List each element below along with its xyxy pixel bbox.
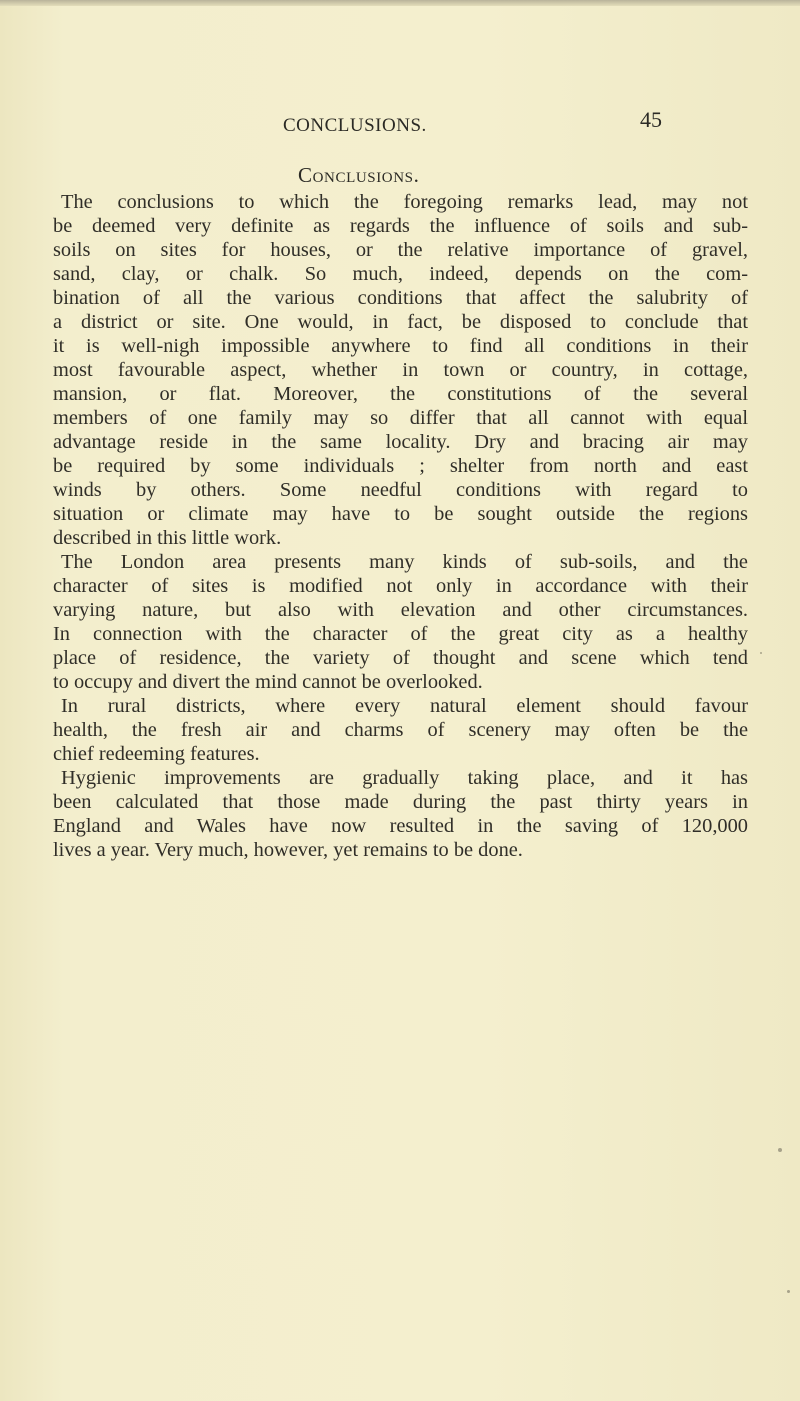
paragraph-1 [53, 190, 748, 550]
text-line: winds by others. Some needful conditions with regard to [53, 479, 748, 501]
text-line: character of sites is modified not only in accordance with their [53, 575, 748, 597]
text-line: sand, clay, or chalk. So much, indeed, depends on the com- [53, 263, 748, 285]
text-line: Hygienic improvements are gradually taking place, and it has [61, 767, 748, 789]
text-line: members of one family may so differ that all cannot with equal [53, 407, 748, 429]
text-line: to occupy and divert the mind cannot be overlooked. [53, 671, 483, 693]
body-text [53, 190, 748, 862]
text-line: In connection with the character of the great city as a healthy [53, 623, 748, 645]
text-line: The London area presents many kinds of sub-soils, and the [61, 551, 748, 573]
text-line: soils on sites for houses, or the relative importance of gravel, [53, 239, 748, 261]
text-line: situation or climate may have to be sought outside the regions [53, 503, 748, 525]
text-line: mansion, or flat. Moreover, the constitutions of the several [53, 383, 748, 405]
section-title: Conclusions. [298, 163, 420, 187]
paragraph-2 [53, 550, 748, 694]
text-line: varying nature, but also with elevation and other circumstances. [53, 599, 748, 621]
paper-speck [787, 1290, 790, 1293]
text-line: been calculated that those made during the past thirty years in [53, 791, 748, 813]
page-top-edge [0, 0, 800, 6]
text-line: a district or site. One would, in fact, be disposed to conclude that [53, 311, 748, 333]
text-line: place of residence, the variety of thought and scene which tend [53, 647, 748, 669]
text-line: it is well-nigh impossible anywhere to find all conditions in their [53, 335, 748, 357]
text-line: advantage reside in the same locality. Dry and bracing air may [53, 431, 748, 453]
text-line: be deemed very definite as regards the influence of soils and sub- [53, 215, 748, 237]
text-line: England and Wales have now resulted in the saving of 120,000 [53, 815, 748, 837]
text-line: described in this little work. [53, 527, 282, 549]
page-number: 45 [640, 107, 662, 132]
text-line: lives a year. Very much, however, yet remains to be done. [53, 839, 523, 861]
running-head: CONCLUSIONS. [283, 115, 427, 136]
paper-speck [778, 1148, 782, 1152]
text-line: health, the fresh air and charms of scenery may often be the [53, 719, 748, 741]
paragraph-4 [53, 766, 748, 862]
text-line: most favourable aspect, whether in town or country, in cottage, [53, 359, 748, 381]
text-line: The conclusions to which the foregoing remarks lead, may not [61, 191, 748, 213]
text-line: In rural districts, where every natural element should favour [61, 695, 748, 717]
paper-speck [760, 652, 762, 654]
text-line: chief redeeming features. [53, 743, 260, 765]
text-line: be required by some individuals ; shelter from north and east [53, 455, 748, 477]
paragraph-3 [53, 694, 748, 766]
text-line: bination of all the various conditions that affect the salubrity of [53, 287, 748, 309]
